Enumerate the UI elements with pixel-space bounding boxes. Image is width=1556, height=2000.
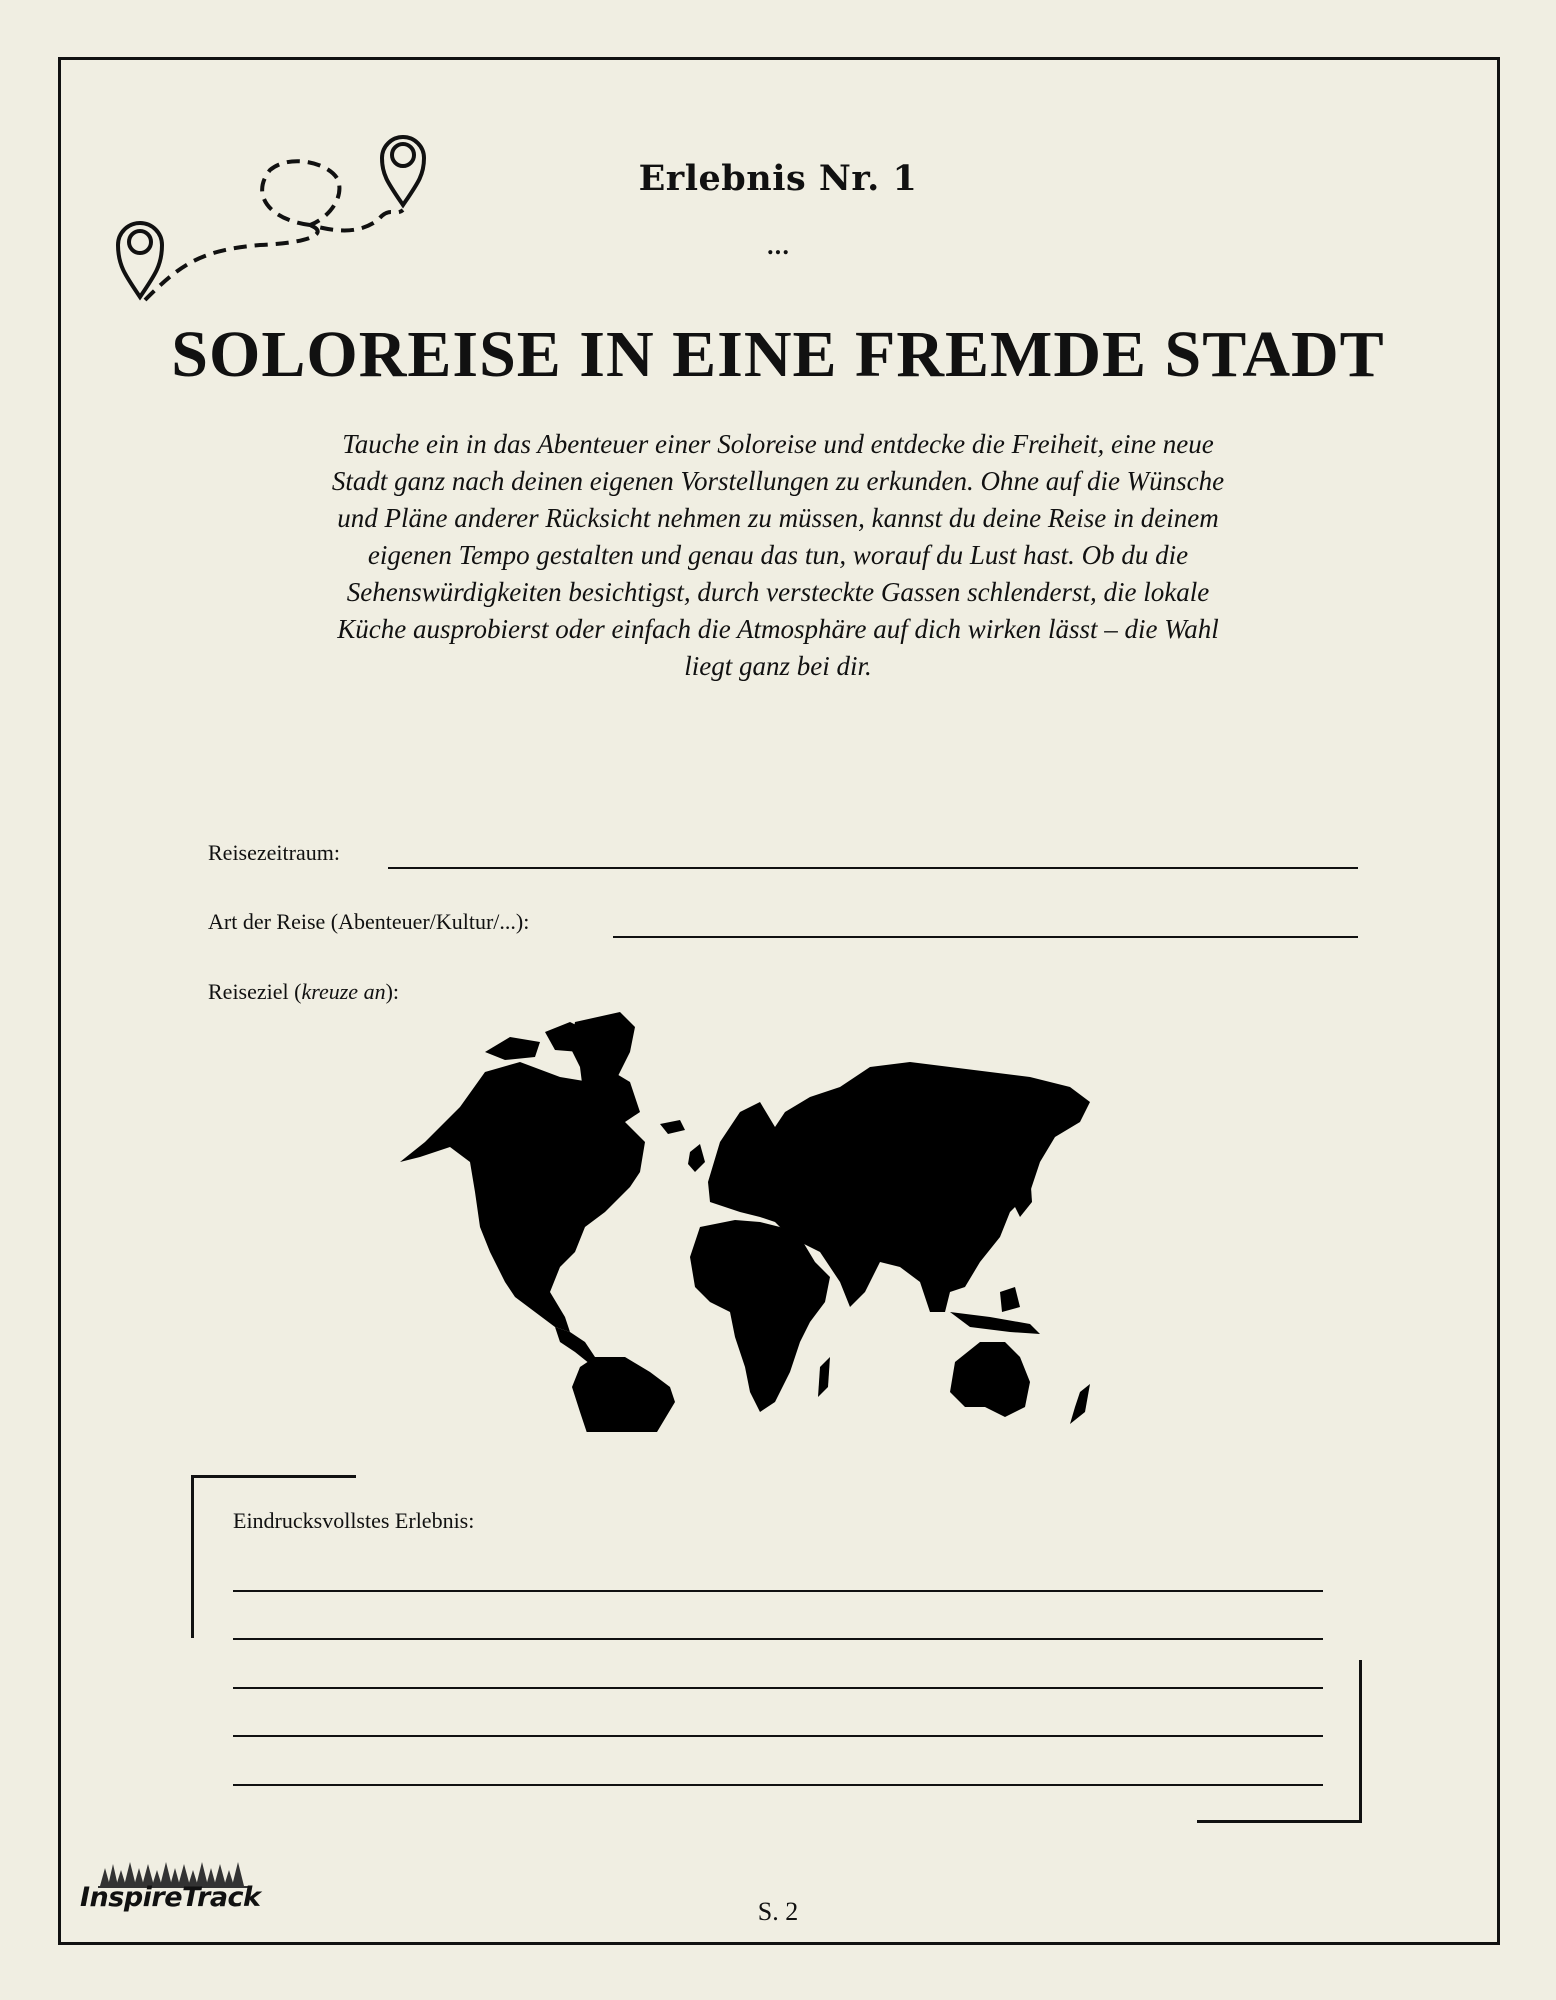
travel-period-label: Reisezeitraum: xyxy=(208,840,340,865)
travel-type-label: Art der Reise (Abenteuer/Kultur/...): xyxy=(208,909,530,934)
intro-paragraph xyxy=(255,426,1301,685)
highlight-input-line[interactable] xyxy=(233,1784,1323,1786)
highlight-input-line[interactable] xyxy=(233,1590,1323,1592)
page-number: S. 2 xyxy=(757,1897,799,1926)
route-map-pin-icon xyxy=(110,125,440,305)
experience-number: Erlebnis Nr. 1 xyxy=(638,158,918,199)
page-title: SOLOREISE IN EINE FREMDE STADT xyxy=(171,318,1385,391)
travel-type-input-line[interactable] xyxy=(613,936,1358,938)
intro-line: eigenen Tempo gestalten und genau das tun, worauf du Lust hast. Ob du die xyxy=(367,540,1189,570)
brand-logo: InspireTrack xyxy=(80,1882,261,1913)
destination-label: Reiseziel (kreuze an): xyxy=(208,979,400,1004)
intro-line: und Pläne anderer Rücksicht nehmen zu müssen, kannst du deine Reise in deinem xyxy=(337,503,1219,533)
corner-bracket-bottom-right xyxy=(1197,1660,1362,1823)
intro-line: Sehenswürdigkeiten besichtigst, durch versteckte Gassen schlenderst, die lokale xyxy=(346,577,1210,607)
corner-bracket-top-left xyxy=(191,1475,356,1638)
intro-line: Stadt ganz nach deinen eigenen Vorstellungen zu erkunden. Ohne auf die Wünsche xyxy=(331,466,1225,496)
world-map-icon[interactable] xyxy=(390,1012,1150,1432)
ellipsis-divider: ... xyxy=(766,234,790,260)
highlight-input-line[interactable] xyxy=(233,1687,1323,1689)
highlight-input-line[interactable] xyxy=(233,1735,1323,1737)
intro-line: Tauche ein in das Abenteuer einer Soloreise und entdecke die Freiheit, eine neue xyxy=(342,429,1214,459)
intro-line: liegt ganz bei dir. xyxy=(684,651,872,681)
intro-line: Küche ausprobierst oder einfach die Atmosphäre auf dich wirken lässt – die Wahl xyxy=(337,614,1219,644)
travel-period-input-line[interactable] xyxy=(388,867,1358,869)
highlight-input-line[interactable] xyxy=(233,1638,1323,1640)
highlight-label: Eindrucksvollstes Erlebnis: xyxy=(233,1508,475,1533)
